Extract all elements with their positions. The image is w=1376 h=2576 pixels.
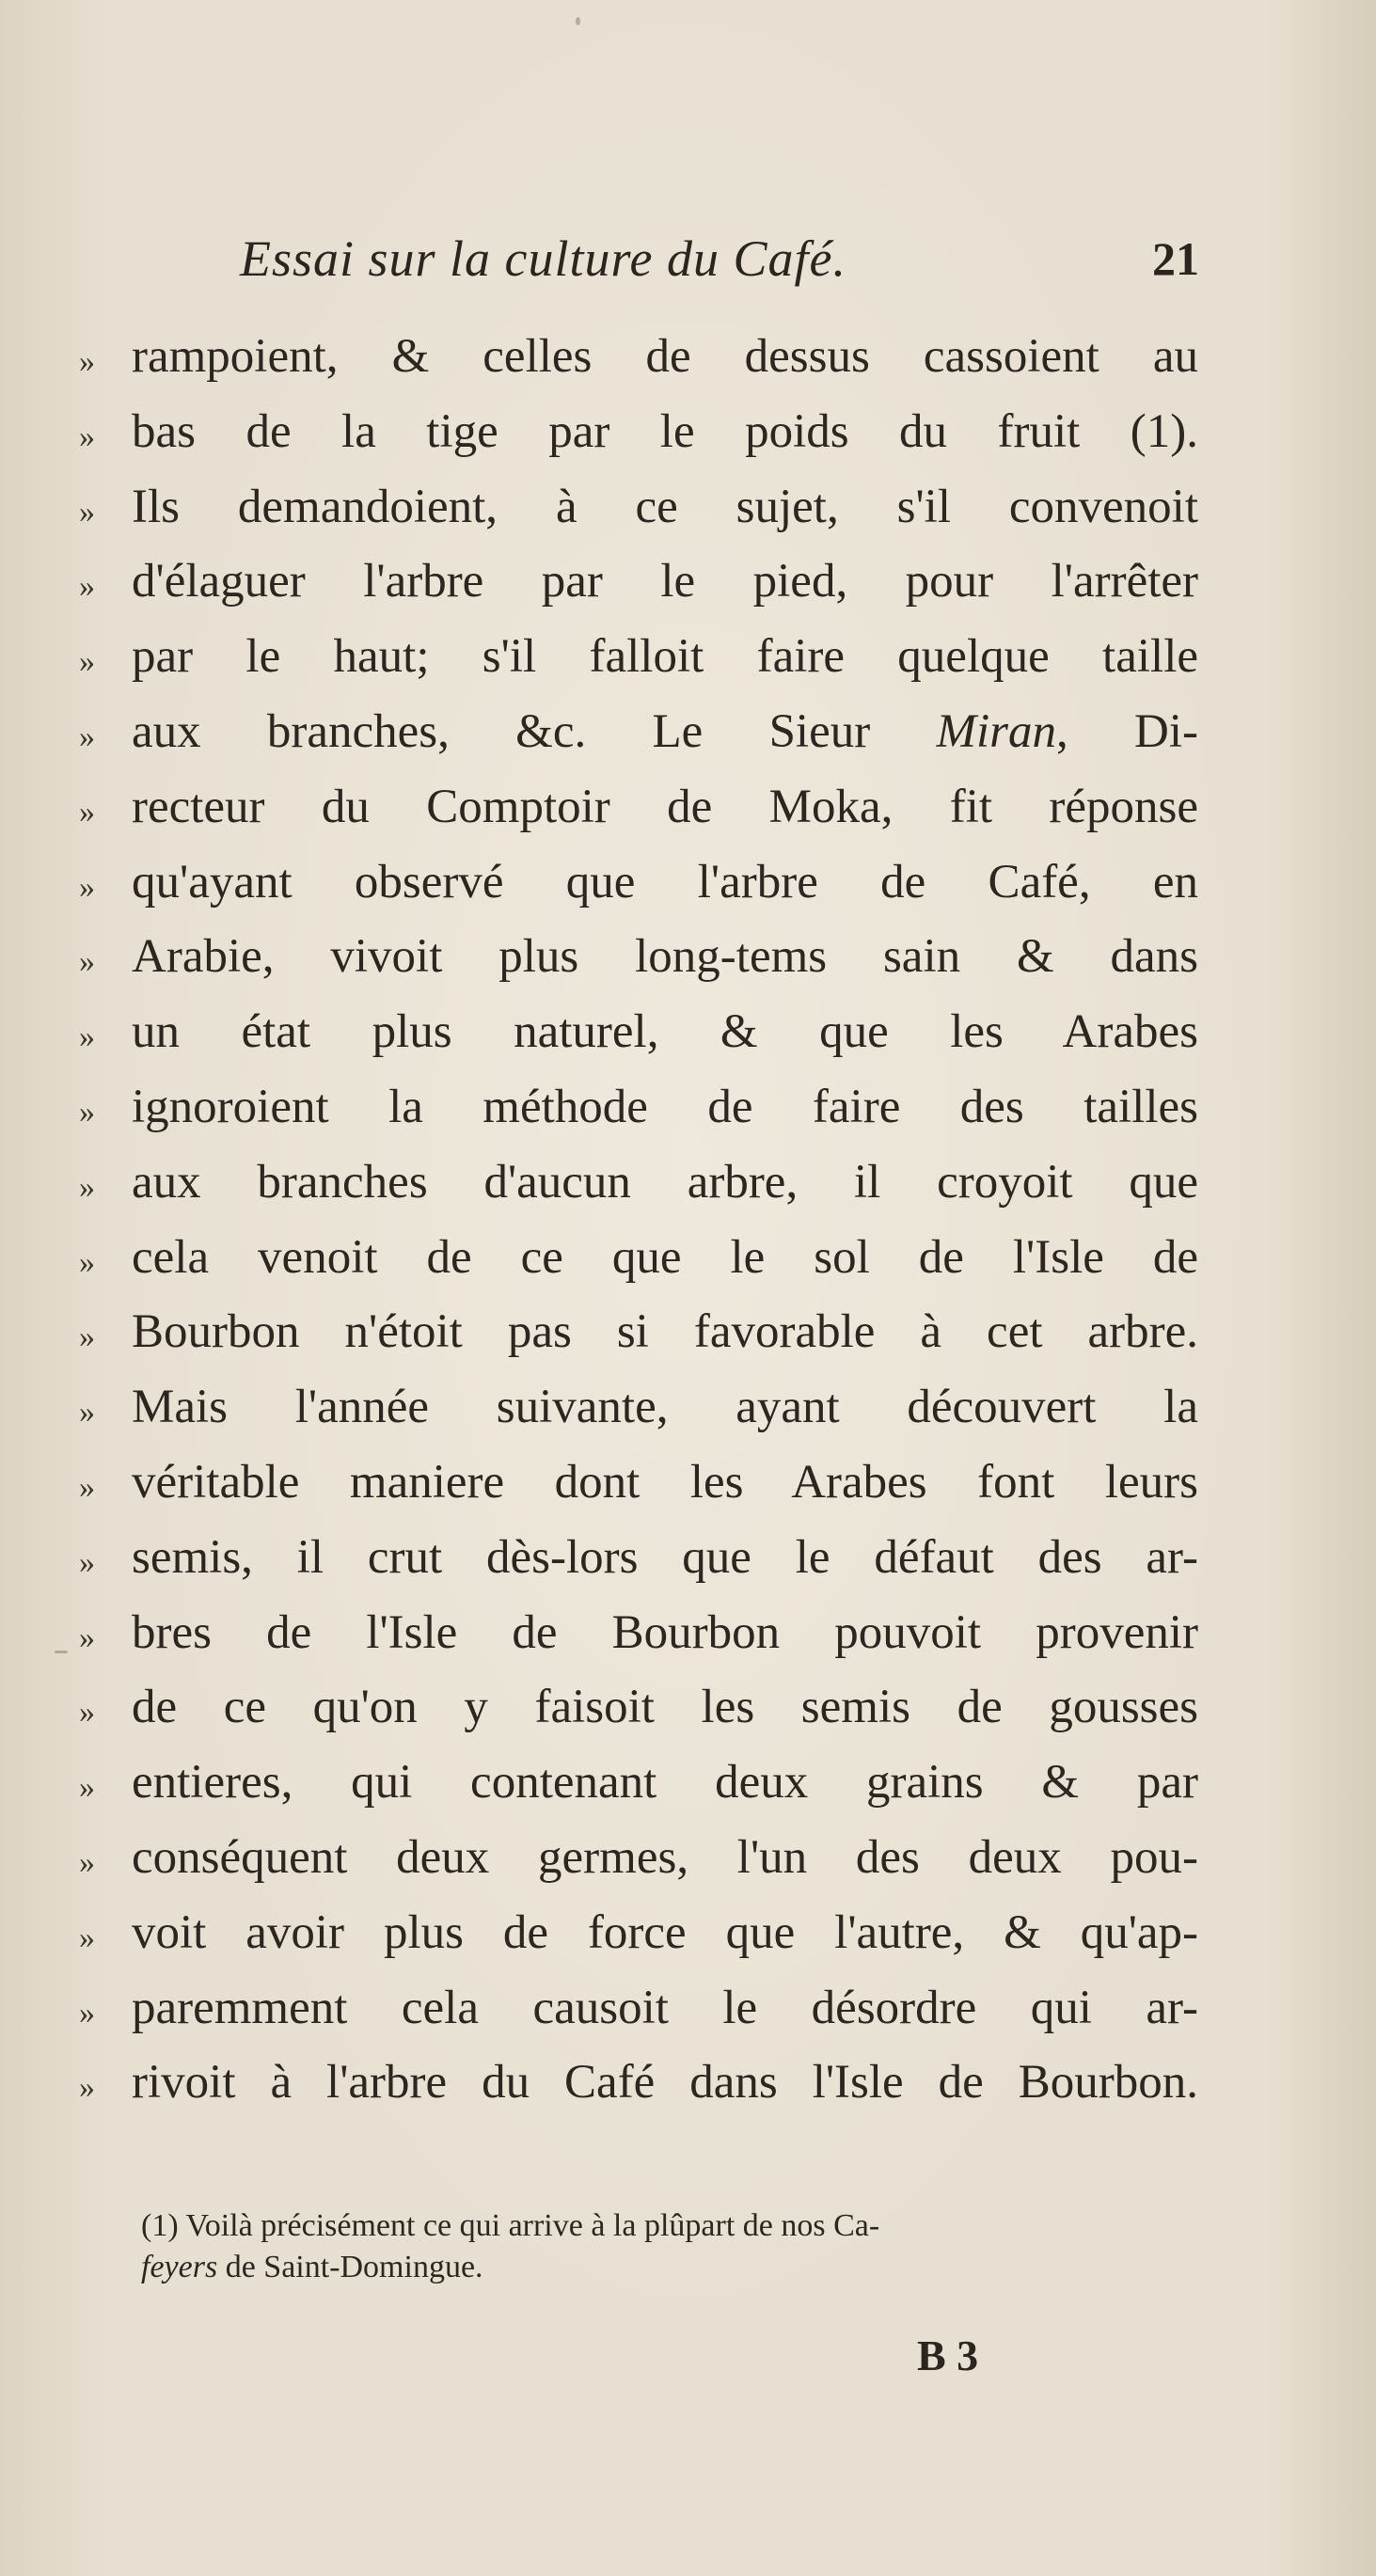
quote-mark: » bbox=[79, 1920, 95, 1955]
quote-mark: » bbox=[79, 1244, 95, 1280]
quote-mark: » bbox=[79, 1094, 95, 1130]
quote-mark: » bbox=[79, 494, 95, 529]
text-line bbox=[79, 1971, 1198, 2047]
line-text: bres de l'Isle de Bourbon pouvoit provenir bbox=[132, 1605, 1198, 1659]
quote-mark: » bbox=[79, 419, 95, 454]
line-text-before: aux branches, &c. Le Sieur bbox=[132, 704, 937, 758]
quote-mark: » bbox=[79, 2070, 95, 2106]
text-line bbox=[79, 395, 1198, 470]
line-text: d'élaguer l'arbre par le pied, pour l'arrêter bbox=[132, 555, 1198, 608]
line-text bbox=[132, 695, 1198, 770]
quote-mark: » bbox=[79, 1844, 95, 1880]
text-line bbox=[79, 545, 1198, 620]
paper-speck bbox=[576, 17, 580, 25]
quote-mark: » bbox=[79, 644, 95, 680]
text-line bbox=[79, 1370, 1198, 1446]
quote-mark: » bbox=[79, 1695, 95, 1731]
quote-mark: » bbox=[79, 569, 95, 605]
footnote-line bbox=[141, 2247, 1213, 2288]
signature-mark: B 3 bbox=[917, 2331, 979, 2379]
body-text bbox=[79, 320, 1198, 2121]
footnote-line-rest: de Saint-Domingue. bbox=[217, 2250, 483, 2284]
quote-mark: » bbox=[79, 1169, 95, 1205]
paper-speck bbox=[55, 1651, 68, 1653]
line-text-after: , Di- bbox=[1056, 704, 1199, 758]
quote-mark: » bbox=[79, 1469, 95, 1505]
line-text: rivoit à l'arbre du Café dans l'Isle de Bourbon. bbox=[132, 2056, 1198, 2110]
quote-mark: » bbox=[79, 1395, 95, 1430]
line-text: un état plus naturel, & que les Arabes bbox=[132, 1005, 1198, 1059]
text-line bbox=[79, 2046, 1198, 2121]
quote-mark: » bbox=[79, 1770, 95, 1806]
line-text: bas de la tige par le poids du fruit (1). bbox=[132, 404, 1198, 458]
text-line bbox=[79, 1821, 1198, 1896]
line-text: recteur du Comptoir de Moka, fit réponse bbox=[132, 780, 1198, 833]
line-text: semis, il crut dès-lors que le défaut des ar- bbox=[132, 1530, 1198, 1584]
line-text: rampoient, & celles de dessus cassoient au bbox=[132, 330, 1198, 383]
text-line bbox=[79, 1446, 1198, 1521]
text-line bbox=[79, 1146, 1198, 1221]
line-text: entieres, qui contenant deux grains & par bbox=[132, 1756, 1198, 1810]
text-line bbox=[79, 1070, 1198, 1146]
text-line bbox=[79, 920, 1198, 995]
text-line bbox=[79, 1521, 1198, 1596]
text-line bbox=[79, 1896, 1198, 1971]
line-text: Ils demandoient, à ce sujet, s'il convenoit bbox=[132, 480, 1198, 533]
text-line bbox=[79, 620, 1198, 695]
text-line bbox=[79, 1670, 1198, 1746]
line-text: de ce qu'on y faisoit les semis de gousses bbox=[132, 1681, 1198, 1734]
line-text: Arabie, vivoit plus long-tems sain & dans bbox=[132, 930, 1198, 984]
text-line bbox=[79, 320, 1198, 395]
footnote-line: (1) Voilà précisément ce qui arrive à la plûpart de nos Ca- bbox=[141, 2208, 880, 2243]
text-line bbox=[79, 1295, 1198, 1370]
quote-mark: » bbox=[79, 1620, 95, 1655]
line-text: qu'ayant observé que l'arbre de Café, en bbox=[132, 855, 1198, 909]
text-line bbox=[79, 695, 1198, 770]
quote-mark: » bbox=[79, 944, 95, 980]
quote-mark: » bbox=[79, 1995, 95, 2031]
quote-mark: » bbox=[79, 719, 95, 754]
quote-mark: » bbox=[79, 1019, 95, 1055]
line-text: Bourbon n'étoit pas si favorable à cet arbre. bbox=[132, 1305, 1198, 1359]
line-text: ignoroient la méthode de faire des tailles bbox=[132, 1080, 1198, 1133]
footnote-italic-word: feyers bbox=[141, 2250, 218, 2284]
text-line bbox=[79, 995, 1198, 1070]
running-title: Essai sur la culture du Café. bbox=[240, 230, 846, 287]
quote-mark: » bbox=[79, 869, 95, 905]
text-line bbox=[79, 1596, 1198, 1671]
italic-name: Miran bbox=[936, 704, 1056, 758]
line-text: voit avoir plus de force que l'autre, & qu'ap- bbox=[132, 1905, 1198, 1959]
quote-mark: » bbox=[79, 1320, 95, 1355]
text-line bbox=[79, 470, 1198, 545]
page-number: 21 bbox=[1152, 232, 1199, 285]
line-text: cela venoit de ce que le sol de l'Isle de bbox=[132, 1230, 1198, 1284]
text-line bbox=[79, 1221, 1198, 1296]
text-line bbox=[79, 845, 1198, 921]
quote-mark: » bbox=[79, 1544, 95, 1580]
quote-mark: » bbox=[79, 794, 95, 830]
line-text: véritable maniere dont les Arabes font leurs bbox=[132, 1455, 1198, 1509]
line-text: paremment cela causoit le désordre qui ar- bbox=[132, 1981, 1198, 2034]
line-text: conséquent deux germes, l'un des deux pou- bbox=[132, 1830, 1198, 1884]
text-line bbox=[79, 1746, 1198, 1821]
running-head bbox=[240, 221, 1199, 296]
quote-mark: » bbox=[79, 344, 95, 379]
line-text: Mais l'année suivante, ayant découvert la bbox=[132, 1381, 1198, 1434]
line-text: par le haut; s'il falloit faire quelque taille bbox=[132, 630, 1198, 684]
text-line bbox=[79, 770, 1198, 845]
footnote bbox=[141, 2205, 1213, 2288]
line-text: aux branches d'aucun arbre, il croyoit que bbox=[132, 1155, 1198, 1209]
